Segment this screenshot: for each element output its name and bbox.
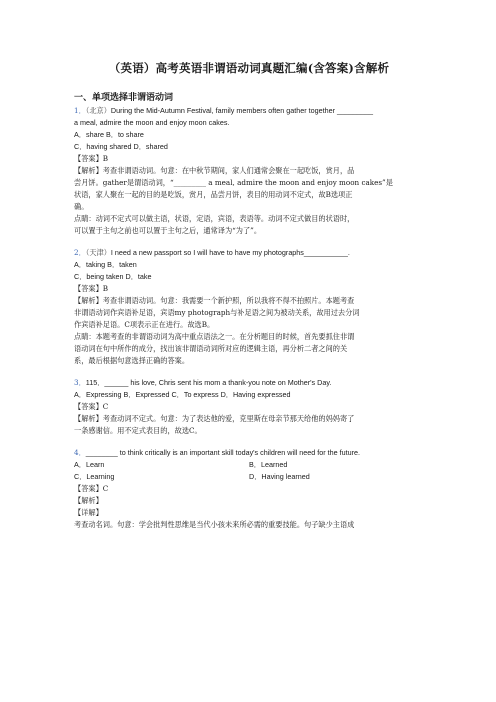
- tip-line: 点睛：本题考查的非谓语动词为高中重点语法之一。在分析题目的时候，首先要抓住非谓: [74, 332, 355, 341]
- question-number: 3．: [74, 378, 86, 387]
- analysis-label: 【解析】: [74, 496, 103, 505]
- analysis-line: 作宾语补足语。C项表示正在进行。故选B。: [74, 320, 215, 329]
- question-3: [74, 377, 424, 437]
- analysis-line: 考查动名词。句意：学会批判性思维是当代小孩未来所必需的重要技能。句子缺少主语成: [74, 520, 355, 529]
- options-cd: C．being taken D．take: [74, 272, 152, 281]
- answer: 【答案】C: [74, 484, 109, 493]
- document-page: [74, 60, 424, 531]
- document-title: （英语）高考英语非谓语动词真题汇编(含答案)含解析: [108, 61, 390, 75]
- question-stem-cont: a meal, admire the moon and enjoy moon cakes.: [74, 118, 230, 127]
- question-stem: I need a new passport so I will have to have my photographs___________.: [110, 248, 350, 257]
- analysis-line: 【解析】考查非谓语动词。句意：在中秋节期间，家人们通常会聚在一起吃饭，赏月，品: [74, 166, 355, 175]
- option-a: A．Learn: [74, 460, 105, 469]
- question-source: （北京）: [85, 106, 111, 115]
- tip-line: 点睛：动词不定式可以做主语，状语，定语，宾语，表语等。动词不定式做目的状语时，: [74, 214, 355, 223]
- options-ab: A．share B．to share: [74, 130, 144, 139]
- question-source: （天津）: [85, 248, 111, 257]
- tip-line: 可以置于主句之前也可以置于主句之后，通常译为“为了”。: [74, 226, 262, 235]
- question-stem: During the Mid-Autumn Festival, family members often gather together _________: [110, 106, 374, 115]
- tip-line: 语动词在句中所作的成分，找出该非谓语动词所对应的逻辑主语，再分析二者之间的关: [74, 344, 348, 353]
- options: A．Expressing B．Expressed C．To express D．Having expressed: [74, 390, 291, 399]
- question-2: [74, 247, 424, 367]
- question-number: 2．: [74, 248, 86, 257]
- answer: 【答案】B: [74, 154, 109, 163]
- answer: 【答案】B: [74, 284, 109, 293]
- question-4: [74, 447, 424, 531]
- option-c: C．Learning: [74, 472, 115, 481]
- tip-line: 系，最后根据句意选择正确的答案。: [74, 356, 190, 365]
- analysis-line: 【解析】考查动词不定式。句意：为了表达他的爱，克里斯在母亲节那天给他的妈妈寄了: [74, 414, 355, 423]
- option-b: B．Learned: [249, 460, 288, 469]
- question-number: 4．: [74, 448, 86, 457]
- section-heading: 一、单项选择非谓语动词: [74, 93, 174, 103]
- analysis-line: 一条感谢信。用不定式表目的，故选C。: [74, 426, 202, 435]
- option-d: D．Having learned: [249, 472, 310, 481]
- question-number: 1．: [74, 106, 86, 115]
- options-grid: [74, 459, 424, 483]
- analysis-line: 状语，家人聚在一起的目的是吃饭，赏月，品尝月饼，表目的用动词不定式，故B选项正: [74, 190, 353, 199]
- options-ab: A．taking B．taken: [74, 260, 137, 269]
- analysis-line: 非谓语动词作宾语补足语，宾语my photograph与补足语之间为被动关系，故用过去分词: [74, 308, 360, 317]
- question-1: [74, 105, 424, 237]
- analysis-line: 【解析】考查非谓语动词。句意：我需要一个新护照，所以我将不得不拍照片。本题考查: [74, 296, 355, 305]
- options-cd: C．having shared D．shared: [74, 142, 168, 151]
- analysis-line: 尝月饼。gather是谓语动词，“_________ a meal, admire the moon and enjoy moon cakes”是: [74, 178, 393, 187]
- question-stem: 115．______ his love, Chris sent his mom a thank-you note on Mother's Day.: [85, 378, 332, 387]
- detail-label: 【详解】: [74, 508, 103, 517]
- analysis-line: 确。: [74, 202, 89, 211]
- answer: 【答案】C: [74, 402, 109, 411]
- question-stem: ________ to think critically is an important skill today's children will need for the future.: [85, 448, 361, 457]
